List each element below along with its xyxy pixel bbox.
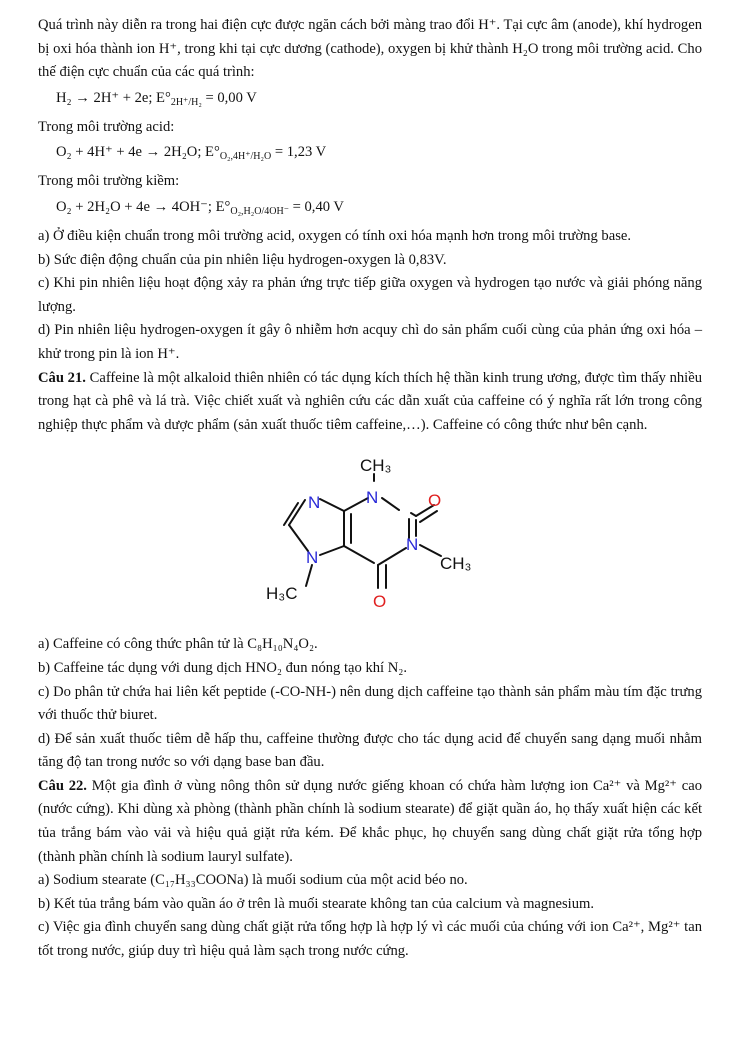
caffeine-structure xyxy=(38,443,702,629)
statement-a: a) Ở điều kiện chuẩn trong môi trường acid, oxygen có tính oxi hóa mạnh hơn trong môi trường base. xyxy=(38,227,632,244)
label-acid-medium: Trong môi trường acid: xyxy=(38,118,175,135)
equation-oxygen-acid-value: = 1,23 V xyxy=(271,144,327,161)
statement-22a: a) Sodium stearate (C₁₇H₃₃COONa) là muối sodium của một acid béo no. xyxy=(38,872,468,889)
equation-hydrogen xyxy=(38,85,702,116)
caffeine-structure-diagram xyxy=(256,443,516,623)
nitrogen-2-label: N xyxy=(308,493,321,513)
equation-oxygen-acid-reaction: O₂ + 4H⁺ + 4e → 2H₂O; E° xyxy=(56,144,220,161)
methyl-top-label: CH₃ xyxy=(360,456,392,476)
equation-oxygen-base-value: = 0,40 V xyxy=(288,198,344,215)
statement-b: b) Sức điện động chuẩn của pin nhiên liệu hydrogen-oxygen là 0,83V. xyxy=(38,251,447,268)
nitrogen-1-label: N xyxy=(366,488,379,508)
equation-oxygen-base xyxy=(38,194,702,225)
statement-22c: c) Việc gia đình chuyển sang dùng chất giặt rửa tổng hợp là hợp lý vì các muối của chúng với ion Ca²⁺, Mg²⁺ tan tốt trong nước, giúp duy trì hiệu quả làm sạch trong nước cứng. xyxy=(38,919,702,960)
question-21-label: Câu 21. xyxy=(38,369,86,386)
equation-oxygen-acid xyxy=(38,139,702,170)
question-22-label: Câu 22. xyxy=(38,777,87,794)
nitrogen-4-label: N xyxy=(306,548,319,568)
equation-oxygen-base-couple: O₂,H₂O/4OH⁻ xyxy=(230,205,289,217)
statement-21b: b) Caffeine tác dụng với dung dịch HNO₂ đun nóng tạo khí N₂. xyxy=(38,659,408,676)
statement-c: c) Khi pin nhiên liệu hoạt động xảy ra phản ứng trực tiếp giữa oxygen và hydrogen tạo nước và giải phóng năng lượng. xyxy=(38,275,702,315)
equation-hydrogen-couple: 2H⁺/H₂ xyxy=(170,96,202,108)
statement-22b: b) Kết tủa trắng bám vào quần áo ở trên là muối stearate không tan của calcium và magnesium. xyxy=(38,895,595,912)
equation-oxygen-base-reaction: O₂ + 2H₂O + 4e → 4OH⁻; E° xyxy=(56,198,231,215)
statement-21d: d) Để sản xuất thuốc tiêm dễ hấp thu, caffeine thường được cho tác dụng acid để chuyển sang dạng muối nhằm tăng độ tan trong nước so với dạng base ban đầu. xyxy=(38,730,702,771)
question-22-text: Một gia đình ở vùng nông thôn sử dụng nước giếng khoan có chứa hàm lượng ion Ca²⁺ và Mg²⁺ cao (nước cứng). Khi dùng xà phòng (thành phần chính là sodium stearate) để giặt quần áo, họ thấy xuất hiện các kết tủa trắng bám vào vải và hiệu quả giặt rửa kém. Để khắc phục, họ chuyển sang dùng chất giặt rửa tổng hợp (thành phần chính là sodium lauryl sulfate). xyxy=(38,777,702,865)
question-21 xyxy=(38,367,702,438)
equation-oxygen-acid-couple: O₂,4H⁺/H₂O xyxy=(219,151,272,163)
methyl-left-label: H₃C xyxy=(266,584,298,604)
oxygen-1-label: O xyxy=(428,491,442,511)
document-page xyxy=(38,14,702,964)
equation-hydrogen-reaction: H₂ → 2H⁺ + 2e; E° xyxy=(56,89,171,106)
question-21-text: Caffeine là một alkaloid thiên nhiên có tác dụng kích thích hệ thần kinh trung ương, được tìm thấy nhiều trong hạt cà phê và lá trà. Việc chiết xuất và nghiên cứu các dẫn xuất của caffeine có ý nghĩa rất lớn trong công nghiệp thực phẩm và dược phẩm (sản xuất thuốc tiêm caffeine,…). Caffeine có công thức như bên cạnh. xyxy=(38,369,703,433)
statement-21a: a) Caffeine có công thức phân tử là C₈H₁₀N₄O₂. xyxy=(38,636,318,653)
oxygen-2-label: O xyxy=(373,592,387,612)
statement-d: d) Pin nhiên liệu hydrogen-oxygen ít gây ô nhiễm hơn acquy chì do sản phẩm cuối cùng của phản ứng oxi hóa – khử trong pin là ion H⁺. xyxy=(38,322,702,362)
nitrogen-3-label: N xyxy=(406,535,419,555)
methyl-right-label: CH₃ xyxy=(440,554,472,574)
equation-hydrogen-value: = 0,00 V xyxy=(201,89,257,106)
question-22 xyxy=(38,775,702,869)
statement-21c: c) Do phân tử chứa hai liên kết peptide (-CO-NH-) nên dung dịch caffeine tạo thành sản phẩm màu tím đặc trưng với thuốc thử biuret. xyxy=(38,683,702,724)
label-base-medium: Trong môi trường kiềm: xyxy=(38,173,180,190)
intro-paragraph: Quá trình này diễn ra trong hai điện cực được ngăn cách bởi màng trao đổi H⁺. Tại cực âm (anode), khí hydrogen bị oxi hóa thành ion H⁺, trong khi tại cực dương (cathode), oxygen bị khử thành H₂O trong môi trường acid. Cho thế điện cực chuẩn của các quá trình: xyxy=(38,17,702,81)
